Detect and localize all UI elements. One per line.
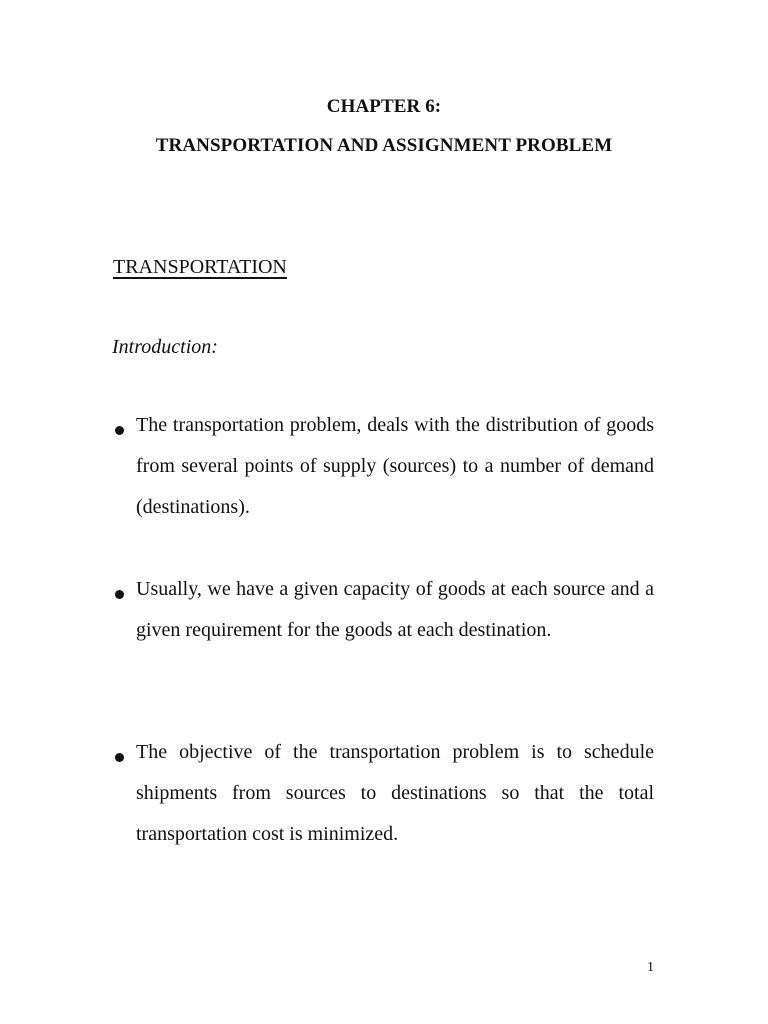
chapter-title: TRANSPORTATION AND ASSIGNMENT PROBLEM [155, 135, 613, 156]
page-number: 1 [647, 960, 654, 975]
bullet-icon [115, 590, 124, 599]
bullet-text: Usually, we have a given capacity of goods at each source and a given requirement for the goods at each destination. [136, 578, 654, 641]
section-heading: TRANSPORTATION [113, 256, 287, 278]
bullet-text: The transportation problem, deals with the distribution of goods from several points of supply (sources) to a number of demand (destinations). [136, 414, 654, 518]
bullet-icon [115, 426, 124, 435]
bullet-icon [115, 753, 124, 762]
intro-heading: Introduction: [112, 336, 218, 358]
chapter-number: CHAPTER 6: [326, 96, 442, 117]
bullet-text: The objective of the transportation problem is to schedule shipments from sources to destinations so that the total transportation cost is minimized. [136, 741, 654, 845]
